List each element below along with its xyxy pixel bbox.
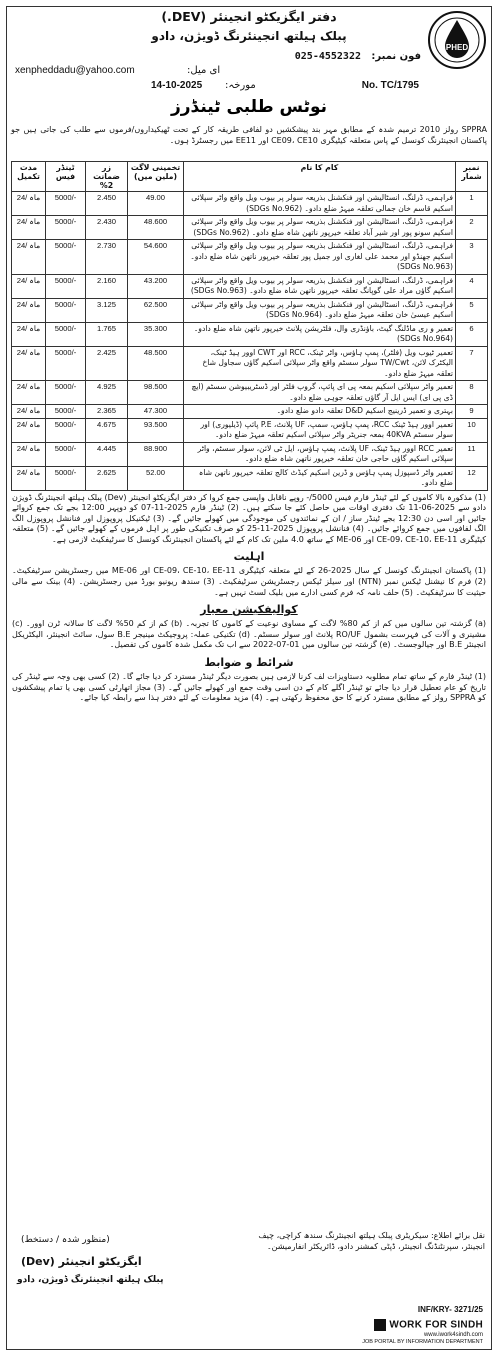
job-portal-label: JOB PORTAL BY INFORMATION DEPARTMENT (362, 1339, 483, 1345)
row-security: 2.160 (86, 274, 128, 298)
row-cost: 98.500 (128, 381, 184, 405)
row-fee: 5000/- (46, 240, 86, 275)
copy-to-text: نقل برائے اطلاع: سیکریٹری پبلک ہیلتھ انجینئرنگ سندھ کراچی، چیف انجینئر، سپرنٹنڈنگ انجینئر، ڈپٹی کمشنر دادو، ڈائریکٹر انفارمیشن۔ (258, 1231, 485, 1251)
col-security: زر ضمانت 2% (86, 162, 128, 192)
row-fee: 5000/- (46, 346, 86, 381)
row-fee: 5000/- (46, 381, 86, 405)
row-security: 2.730 (86, 240, 128, 275)
row-work: فراہمی، ڈرلنگ، انسٹالیشن اور فنکشنل بذریعہ سولر پر بیوب ویل واقع واٹر سپلائی اسکیم عیسیٰ خان تعلقہ میہڑ ضلع دادو۔ (SDGs No.964) (184, 298, 456, 322)
row-sno: 6 (456, 322, 488, 346)
row-sno: 12 (456, 466, 488, 490)
notice-title: نوٹس طلبی ٹینڈرز (170, 97, 328, 117)
table-row (12, 381, 488, 405)
eligibility-heading: اہلیت (233, 550, 265, 564)
row-cost: 35.300 (128, 322, 184, 346)
row-fee: 5000/- (46, 192, 86, 216)
table-row (12, 298, 488, 322)
row-fee: 5000/- (46, 216, 86, 240)
inf-number: INF/KRY- 3271/25 (417, 1305, 483, 1314)
signed-label: (منظور شدہ / دستخط) (21, 1235, 110, 1245)
table-row (12, 418, 488, 442)
row-security: 3.125 (86, 298, 128, 322)
table-row (12, 274, 488, 298)
col-sno: نمبر شمار (456, 162, 488, 192)
row-sno: 11 (456, 442, 488, 466)
email-row (15, 65, 421, 81)
row-work: تعمیر واٹر سپلائی اسکیم بمعہ پی ای پائپ، گروپ فلٹر اور ڈسٹریبیوشن سسٹم (ایچ ڈی پی ای) ایس ایل آر گاؤں تعلقہ جوہی ضلع دادو۔ (184, 381, 456, 405)
tender-notice (6, 6, 492, 1350)
row-work: فراہمی، ڈرلنگ، انسٹالیشن اور فنکشنل بذریعہ سولر پر بیوب ویل واقع واٹر سپلائی اسکیم قاسم خان جمالی تعلقہ میہڑ ضلع دادو۔ (SDGs No.962) (184, 192, 456, 216)
tender-table (11, 161, 488, 491)
signatory-title: ایگزیکٹو انجینئر (Dev) (21, 1255, 142, 1268)
row-cost: 62.500 (128, 298, 184, 322)
date-label: مورخہ: (225, 80, 256, 91)
row-cost: 48.600 (128, 216, 184, 240)
table-row (12, 405, 488, 419)
row-fee: 5000/- (46, 322, 86, 346)
row-work: فراہمی، ڈرلنگ، انسٹالیشن اور فنکشنل بذریعہ سولر پر بیوب ویل واقع واٹر سپلائی اسکیم سونو پور اور شیر آباد تعلقہ خیرپور ناتھن شاہ ضلع دادو۔ (SDGs No.962) (184, 216, 456, 240)
row-fee: 5000/- (46, 274, 86, 298)
row-fee: 5000/- (46, 298, 86, 322)
row-period: 24/ ماہ (12, 298, 46, 322)
row-period: 24/ ماہ (12, 466, 46, 490)
col-cost: تخمینی لاگت (ملین میں) (128, 162, 184, 192)
qualification-heading: کوالیفکیشن معیار (200, 603, 298, 617)
row-fee: 5000/- (46, 466, 86, 490)
row-security: 1.765 (86, 322, 128, 346)
row-sno: 2 (456, 216, 488, 240)
row-fee: 5000/- (46, 405, 86, 419)
col-work: کام کا نام (184, 162, 456, 192)
row-period: 24/ ماہ (12, 346, 46, 381)
phone-number: 025-4552322 (294, 51, 361, 62)
rules-text: (1) ٹینڈر فارم کے ساتھ تمام مطلوبہ دستاویزات لف کرنا لازمی ہیں بصورت دیگر ٹینڈر مسترد کر دیا جائے گا۔ (2) کسی بھی وجہ سے ٹینڈر کی تاریخ کو عام تعطیل قرار دیا جائے تو ٹینڈر اگلے کام کے دن اسی وقت جمع اور کھولے جائیں گے۔ (3) مجاز اتھارٹی کسی بھی یا تمام پیشکشوں کو SPPRA رولز کے مطابق مسترد کرنے کا حق محفوظ رکھتی ہے۔ (4) مزید معلومات کے لئے دفتر ہذا سے رابطہ کیا جائے۔ (12, 672, 486, 703)
row-work: تعمیر RCC اوور ہیڈ ٹینک، UF پلانٹ، پمپ ہاؤس، ایل ٹی لائن، سولر سسٹم، واٹر سپلائی اسکیم گاؤں حاجی خان تعلقہ خیرپور ناتھن شاہ ضلع دادو۔ (184, 442, 456, 466)
row-security: 2.450 (86, 192, 128, 216)
eligibility-text: (1) پاکستان انجینئرنگ کونسل کے سال 2025-26 کے لئے متعلقہ کیٹیگری CE-09، CE-10، EE-11 اور ME-06 میں رجسٹریشن سرٹیفکیٹ۔ (2) فرم کا نیشنل ٹیکس نمبر (NTN) اور سیلز ٹیکس رجسٹریشن سرٹیفکیٹ۔ (3) سندھ ریونیو بورڈ میں رجسٹریشن۔ (4) بینک سے مالی حیثیت کا سرٹیفکیٹ۔ (5) حلف نامہ کہ فرم کسی ادارے میں بلیک لسٹ نہیں ہے۔ (12, 566, 487, 597)
table-header-row (12, 162, 488, 192)
row-sno: 10 (456, 418, 488, 442)
row-security: 2.425 (86, 346, 128, 381)
signatory-office: پبلک ہیلتھ انجینئرنگ ڈویژن، دادو (17, 1275, 164, 1285)
row-period: 24/ ماہ (12, 418, 46, 442)
phone-label: فون نمبر: (371, 51, 421, 62)
table-row (12, 466, 488, 490)
phed-logo (427, 10, 487, 70)
logo-text: PHED (445, 43, 469, 52)
row-fee: 5000/- (46, 418, 86, 442)
work-for-sindh-icon (374, 1319, 386, 1331)
row-period: 24/ ماہ (12, 216, 46, 240)
row-cost: 52.00 (128, 466, 184, 490)
rules-heading: شرائط و ضوابط (204, 656, 294, 670)
row-work: فراہمی، ڈرلنگ، انسٹالیشن اور فنکشنل بذریعہ سولر پر بیوب ویل واقع واٹر سپلائی اسکیم جھنڈو اور محمد علی لغاری اور جمیل پور تعلقہ خیرپور ناتھن شاہ ضلع دادو۔ (SDGs No.963) (184, 240, 456, 275)
row-cost: 43.200 (128, 274, 184, 298)
work-for-sindh (374, 1319, 483, 1331)
reference-number: No. TC/1795 (361, 80, 419, 91)
row-work: تعمیر ٹیوب ویل (فلٹر)، پمپ ہاؤس، واٹر ٹینک، RCC اور CWT اوور ہیڈ ٹینک، الیکٹرک لائن، TW/Cwt سولر سسٹم واقع واٹر سپلائی اسکیم گاؤں سجاول شاخ تعلقہ میہڑ ضلع دادو۔ (184, 346, 456, 381)
row-period: 24/ ماہ (12, 322, 46, 346)
department-name: پبلک ہیلتھ انجینئرنگ ڈویژن، دادو (151, 29, 347, 43)
row-cost: 54.600 (128, 240, 184, 275)
row-period: 24/ ماہ (12, 274, 46, 298)
table-row (12, 216, 488, 240)
row-sno: 4 (456, 274, 488, 298)
row-fee: 5000/- (46, 442, 86, 466)
intro-paragraph: SPPRA رولز 2010 ترمیم شدہ کے مطابق مہر بند پیشکشیں دو لفافی طریقہ کار کے تحت ٹھیکیداروں/فرموں سے طلب کی جاتی ہیں جو پاکستان انجینئرنگ کونسل کے پاس متعلقہ کیٹیگری CE09، CE10 اور EE11 میں رجسٹرڈ ہوں۔ (11, 125, 488, 145)
row-sno: 7 (456, 346, 488, 381)
header (7, 7, 491, 95)
row-security: 4.445 (86, 442, 128, 466)
qualification-text: (a) گزشتہ تین سالوں میں کم از کم 80% لاگت کے مساوی نوعیت کے کاموں کا تجربہ۔ (b) کم از کم 50% لاگت کا سالانہ ٹرن اوور۔ (c) مشینری و آلات کی فہرست بشمول RO/UF پلانٹ اور سولر سسٹم۔ (d) تکنیکی عملہ: پروجیکٹ مینیجر B.E سول، سائٹ انجینئر، الیکٹریکل انجینئر B.E اور جیالوجسٹ۔ (e) گزشتہ تین سالوں میں 01-07-2022 سے اب تک مکمل شدہ کاموں کی تفصیل۔ (12, 619, 486, 650)
row-period: 24/ ماہ (12, 405, 46, 419)
row-security: 2.625 (86, 466, 128, 490)
notice-date: 14-10-2025 (151, 80, 203, 91)
row-cost: 93.500 (128, 418, 184, 442)
row-security: 2.430 (86, 216, 128, 240)
row-cost: 88.900 (128, 442, 184, 466)
row-sno: 3 (456, 240, 488, 275)
row-period: 24/ ماہ (12, 240, 46, 275)
row-sno: 5 (456, 298, 488, 322)
wfs-label: WORK FOR SINDH (389, 1319, 483, 1331)
email-label: ای میل: (187, 65, 221, 76)
table-row (12, 346, 488, 381)
row-security: 4.925 (86, 381, 128, 405)
conditions-text: (1) مذکورہ بالا کاموں کے لئے ٹینڈر فارم فیس 5000/- روپے ناقابل واپسی جمع کروا کر دفتر ایگزیکٹو انجینئر (Dev) پبلک ہیلتھ انجینئرنگ ڈویژن دادو سے 2025-06-11 تک دفتری اوقات میں حاصل کئے جا سکتے ہیں۔ (2) ٹینڈر فارم 2025-11-07 کو دوپہر 12:00 بجے تک جمع کروائے جائیں اور اسی دن 12:30 بجے ٹینڈر ساز / ان کے نمائندوں کی موجودگی میں کھولے جائیں گے۔ (3) ٹیکنیکل پروپوزل اور فنانشل پروپوزل الگ الگ لفافوں میں جمع کروائے جائیں۔ (4) فنانشل پروپوزل 2025-11-25 کو صرف تکنیکی طور پر اہل فرموں کے کھولے جائیں گے۔ (5) متعلقہ کیٹیگری CE-09، CE-10، EE-11 اور ME-06 کے ساتھ 4.0 ملین تک کام کے لئے پاکستان انجینئرنگ کونسل کا سرٹیفکیٹ لازمی ہے۔ (12, 492, 487, 544)
table-row (12, 322, 488, 346)
row-sno: 1 (456, 192, 488, 216)
footer (7, 1231, 491, 1349)
row-work: تعمیر اوور ہیڈ ٹینک RCC، پمپ ہاؤس، سمپ، UF پلانٹ، P.E پائپ (ڈیلیوری) اور سولر سسٹم 40KVA بمعہ جنریٹر واٹر سپلائی اسکیم تعلقہ میہڑ ضلع دادو۔ (184, 418, 456, 442)
col-fee: ٹینڈر فیس (46, 162, 86, 192)
email-address[interactable]: xenpheddadu@yahoo.com (15, 65, 135, 76)
row-work: تعمیر و ری ماڈلنگ گیٹ، باؤنڈری وال، فلٹریشن پلانٹ خیرپور ناتھن شاہ ضلع دادو۔ (SDGs No.964) (184, 322, 456, 346)
office-title: دفتر ایگزیکٹو انجینئر (DEV.) (161, 9, 337, 24)
row-period: 24/ ماہ (12, 381, 46, 405)
row-cost: 48.500 (128, 346, 184, 381)
table-row (12, 240, 488, 275)
row-security: 4.675 (86, 418, 128, 442)
row-cost: 49.00 (128, 192, 184, 216)
row-period: 24/ ماہ (12, 442, 46, 466)
row-cost: 47.300 (128, 405, 184, 419)
table-row (12, 192, 488, 216)
row-work: فراہمی، ڈرلنگ، انسٹالیشن اور فنکشنل بذریعہ سولر پر بیوب ویل واقع واٹر سپلائی اسکیم گاؤں مراد علی گوپانگ تعلقہ خیرپور ناتھن شاہ ضلع دادو۔ (SDGs No.963) (184, 274, 456, 298)
row-sno: 8 (456, 381, 488, 405)
row-sno: 9 (456, 405, 488, 419)
row-security: 2.365 (86, 405, 128, 419)
row-work: تعمیر واٹر ڈسپوزل پمپ ہاؤس و ڈرین اسکیم کیڈٹ کالج تعلقہ خیرپور ناتھن شاہ ضلع دادو۔ (184, 466, 456, 490)
row-period: 24/ ماہ (12, 192, 46, 216)
reference-row (15, 80, 421, 94)
table-row (12, 442, 488, 466)
wfs-url[interactable]: www.iwork4sindh.com (423, 1332, 483, 1338)
col-period: مدت تکمیل (12, 162, 46, 192)
row-work: بہتری و تعمیر ڈرینیج اسکیم D&D تعلقہ دادو ضلع دادو۔ (184, 405, 456, 419)
